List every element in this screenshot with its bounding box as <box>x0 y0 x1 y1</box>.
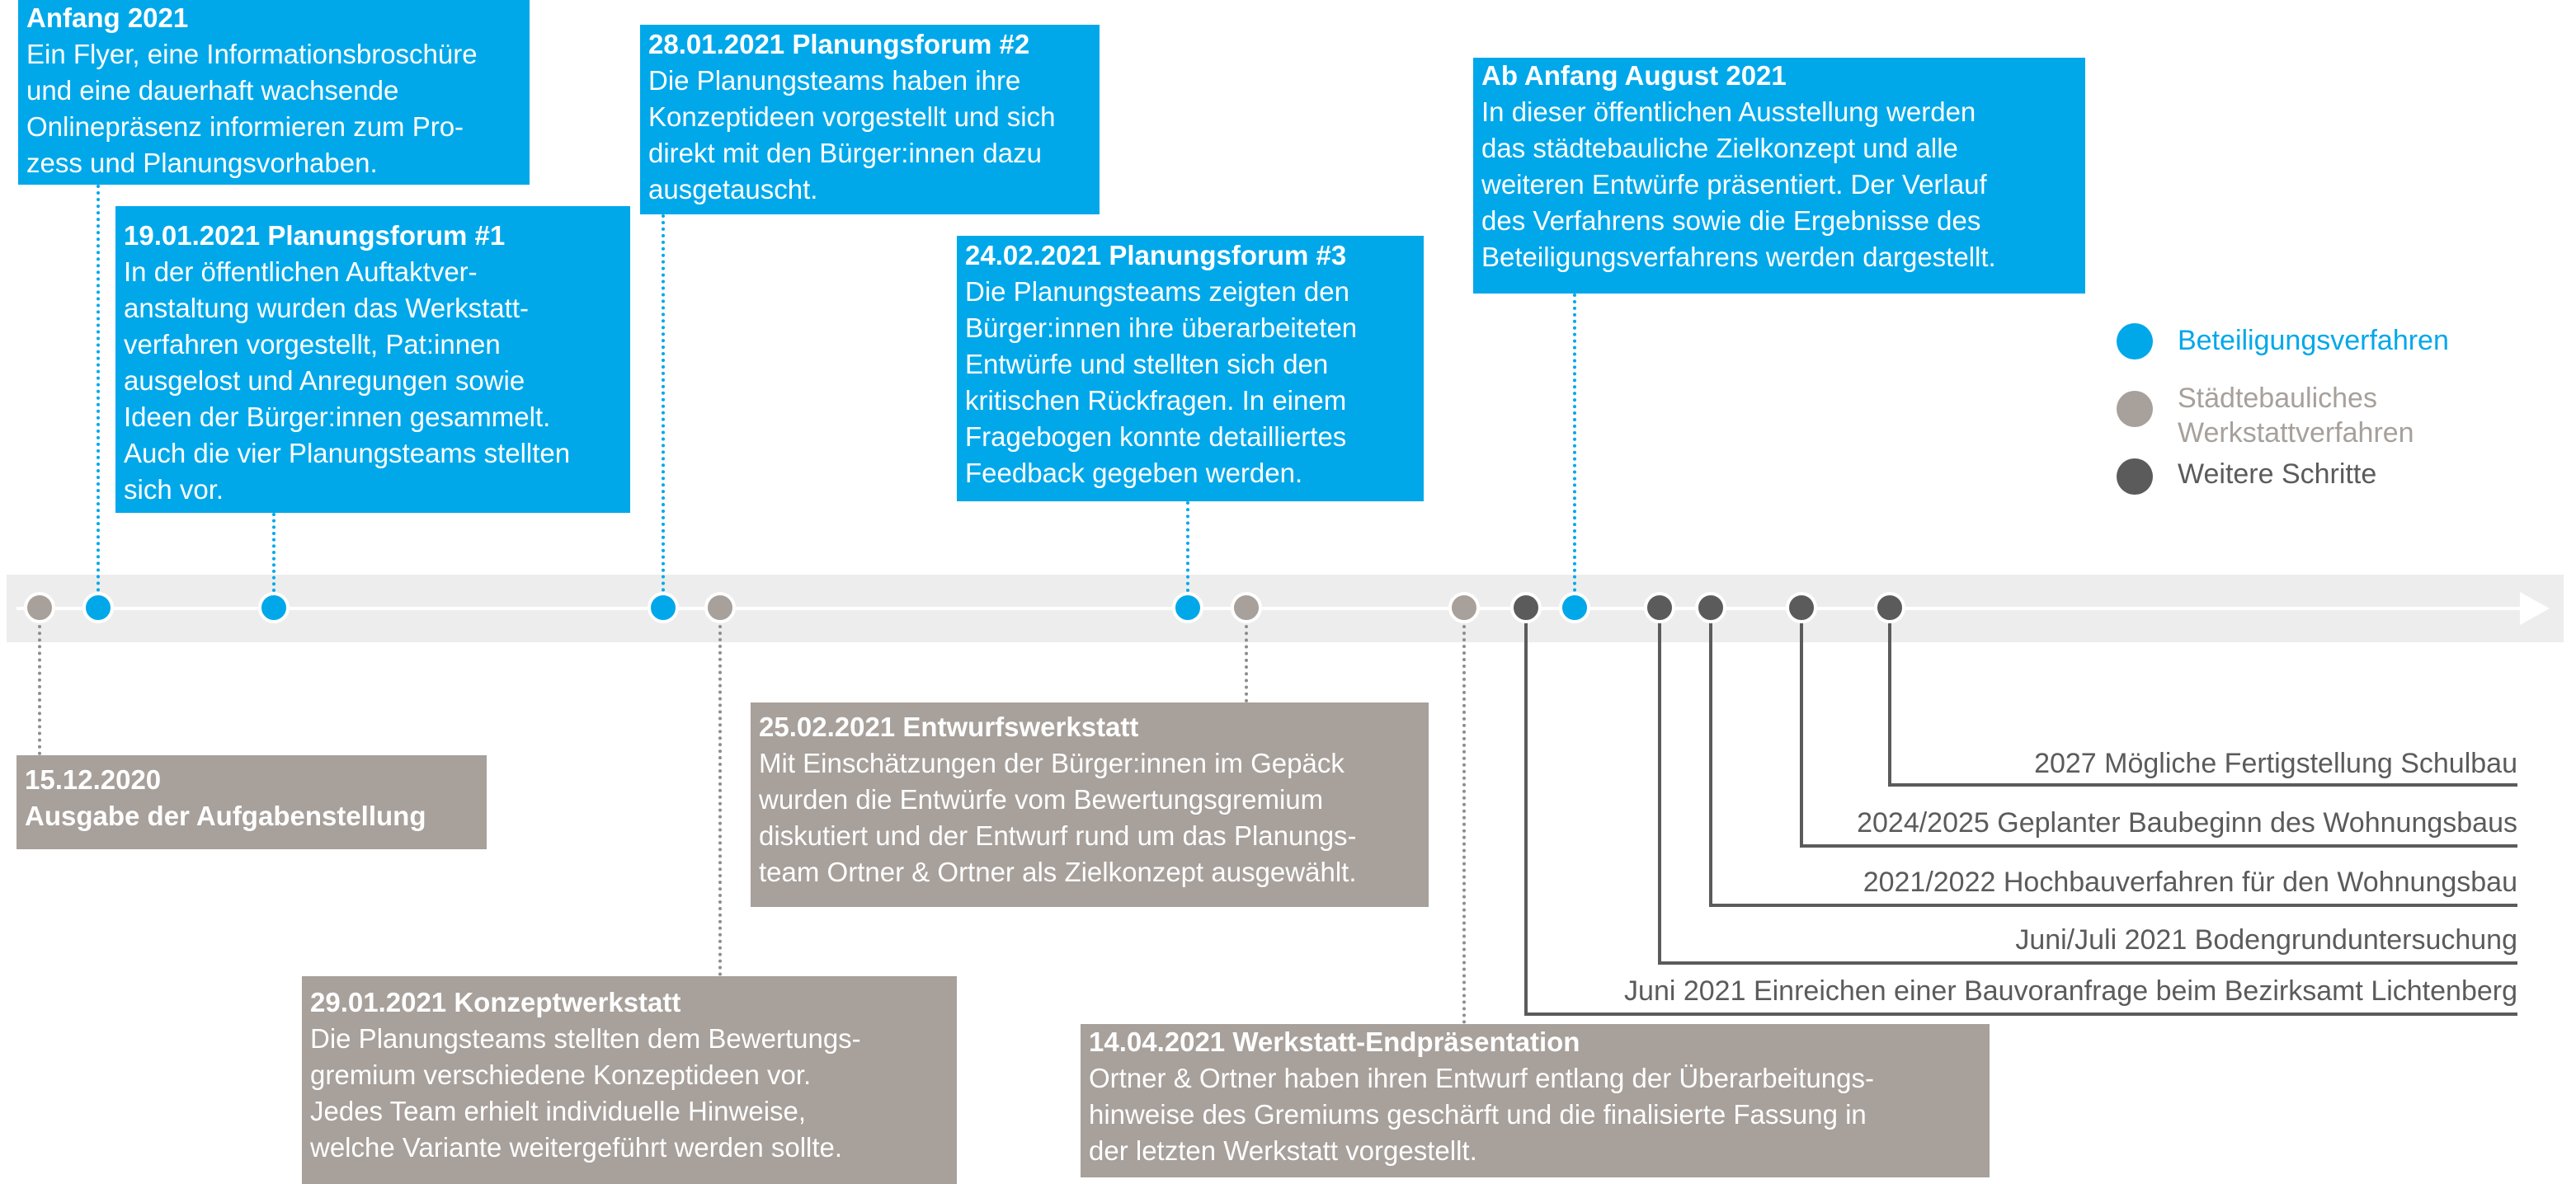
connector-step-hochbau <box>1709 608 1712 907</box>
dot-step-boden <box>1644 592 1675 623</box>
legend-label-beteiligung: Beteiligungsverfahren <box>2178 325 2449 356</box>
event-title: Ab Anfang August 2021 <box>1481 60 1787 91</box>
dot-anfang-2021 <box>82 592 114 623</box>
event-title: Anfang 2021 <box>26 2 189 33</box>
dot-forum1 <box>258 592 290 623</box>
event-title: 25.02.2021 Entwurfswerkstatt <box>759 712 1139 742</box>
event-text: Ausgabe der Aufgabenstellung <box>25 801 426 831</box>
event-text: In dieser öffentlichen Ausstellung werden das städtebauliche Zielkonzept und alle weiteren Entwürfe präsentiert. Der Verlauf des Verfahrens sowie die Ergebnisse des Beteiligungsverfahrens werden dargestellt. <box>1481 96 1996 272</box>
step-boden: Juni/Juli 2021 Bodengrunduntersuchung <box>2015 924 2517 956</box>
dot-aufgabe <box>24 592 55 623</box>
event-text: In der öffentlichen Auftaktver- anstaltung wurden das Werkstatt- verfahren vorgestellt, Pat:innen ausgelost und Anregungen sowie Ideen der Bürger:innen gesammelt. Auch die vier Planungsteams stellten sich vor. <box>124 256 571 505</box>
dot-step-hochbau <box>1695 592 1726 623</box>
connector-step-boden <box>1658 608 1661 965</box>
event-title: 15.12.2020 <box>25 764 162 795</box>
step-baubeginn: 2024/2025 Geplanter Baubeginn des Wohnungsbaus <box>1857 807 2517 839</box>
event-title: 29.01.2021 Konzeptwerkstatt <box>310 987 681 1017</box>
dot-step-bauvoranfrage <box>1510 592 1542 623</box>
event-title: 19.01.2021 Planungsforum #1 <box>124 220 506 251</box>
dot-step-schulbau <box>1874 592 1905 623</box>
connector-anfang-2021 <box>97 185 100 592</box>
dot-step-baubeginn <box>1786 592 1817 623</box>
connector-step-bauvoranfrage <box>1524 608 1528 1016</box>
event-box-entwurfswerkstatt <box>751 702 1429 907</box>
event-title: 24.02.2021 Planungsforum #3 <box>965 240 1347 270</box>
underline-step-schulbau <box>1888 783 2517 787</box>
event-box-ausstellung <box>1473 58 2085 294</box>
event-box-forum1 <box>115 206 630 513</box>
event-text: Ein Flyer, eine Informationsbroschüre und eine dauerhaft wachsende Onlinepräsenz informieren zum Pro- zess und Planungsvorhaben. <box>26 39 478 178</box>
connector-endpraesentation <box>1462 625 1466 1024</box>
dot-endpraesentation <box>1448 592 1480 623</box>
dot-konzeptwerkstatt <box>704 592 736 623</box>
event-box-aufgabe <box>16 755 487 849</box>
event-text: Mit Einschätzungen der Bürger:innen im Gepäck wurden die Entwürfe vom Bewertungsgremium diskutiert und der Entwurf rund um das Planungs- team Ortner & Ortner als Zielkonzept ausgewählt. <box>759 748 1357 887</box>
connector-konzeptwerkstatt <box>718 625 722 976</box>
underline-step-bauvoranfrage <box>1524 1013 2517 1016</box>
legend-label-werkstatt: Städtebauliches Werkstattverfahren <box>2178 383 2414 449</box>
underline-step-hochbau <box>1709 904 2517 907</box>
underline-step-baubeginn <box>1800 844 2517 848</box>
timeline-arrowhead <box>2520 592 2550 625</box>
legend-dot-beteiligung <box>2117 323 2153 359</box>
step-hochbau: 2021/2022 Hochbauverfahren für den Wohnungsbau <box>1863 867 2517 898</box>
event-text: Ortner & Ortner haben ihren Entwurf entlang der Überarbeitungs- hinweise des Gremiums geschärft und die finalisierte Fassung in der letzten Werkstatt vorgestellt. <box>1089 1063 1875 1166</box>
legend-label-weitere: Weitere Schritte <box>2178 458 2377 490</box>
event-text: Die Planungsteams haben ihre Konzeptideen vorgestellt und sich direkt mit den Bürger:innen dazu ausgetauscht. <box>648 65 1056 204</box>
timeline-axis-line <box>16 607 2524 610</box>
step-schulbau: 2027 Mögliche Fertigstellung Schulbau <box>2034 748 2517 779</box>
underline-step-boden <box>1658 961 2517 965</box>
event-box-konzeptwerkstatt <box>302 976 957 1184</box>
connector-forum1 <box>272 513 275 592</box>
dot-forum2 <box>648 592 679 623</box>
connector-step-baubeginn <box>1800 608 1803 848</box>
event-text: Die Planungsteams zeigten den Bürger:innen ihre überarbeiteten Entwürfe und stellten sich den kritischen Rückfragen. In einem Fragebogen konnte detailliertes Feedback gegeben werden. <box>965 276 1358 488</box>
legend-dot-werkstatt <box>2117 391 2153 427</box>
dot-ausstellung <box>1559 592 1590 623</box>
event-title: 14.04.2021 Werkstatt-Endpräsentation <box>1089 1027 1580 1057</box>
step-bauvoranfrage: Juni 2021 Einreichen einer Bauvoranfrage beim Bezirksamt Lichtenberg <box>1624 975 2517 1007</box>
event-box-forum3 <box>957 236 1424 501</box>
connector-step-schulbau <box>1888 608 1891 787</box>
connector-forum2 <box>662 214 665 592</box>
legend-dot-weitere <box>2117 458 2153 495</box>
connector-ausstellung <box>1573 294 1576 592</box>
event-box-forum2 <box>640 25 1100 214</box>
event-text: Die Planungsteams stellten dem Bewertungs- gremium verschiedene Konzeptideen vor. Jedes Team erhielt individuelle Hinweise, welche Variante weitergeführt werden sollte. <box>310 1023 861 1163</box>
connector-forum3 <box>1186 501 1189 592</box>
connector-entwurfswerkstatt <box>1245 625 1248 702</box>
connector-aufgabe <box>38 625 41 755</box>
dot-entwurfswerkstatt <box>1231 592 1262 623</box>
event-box-endpraesentation <box>1081 1024 1990 1177</box>
event-title: 28.01.2021 Planungsforum #2 <box>648 29 1030 59</box>
event-box-anfang-2021 <box>18 0 530 185</box>
dot-forum3 <box>1172 592 1203 623</box>
